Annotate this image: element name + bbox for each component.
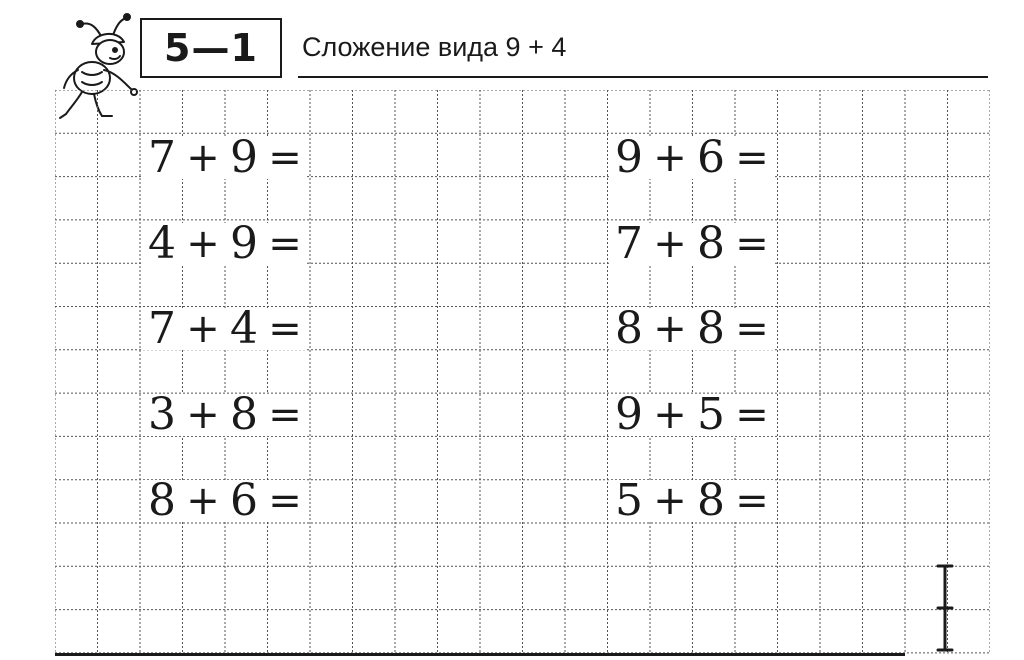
plus-sign: + (653, 306, 687, 352)
operand-a: 4 (148, 218, 176, 269)
title-underline (298, 76, 988, 78)
operand-b: 5 (697, 389, 725, 440)
plus-sign: + (653, 221, 687, 267)
equals-sign: = (268, 392, 302, 438)
equation-left-1 (143, 132, 307, 183)
plus-sign: + (653, 135, 687, 181)
equals-sign: = (268, 306, 302, 352)
plus-sign: + (186, 306, 220, 352)
operand-b: 8 (230, 389, 258, 440)
lesson-number-box (140, 18, 282, 78)
equals-sign: = (735, 221, 769, 267)
operand-a: 8 (615, 303, 643, 354)
operand-b: 8 (697, 475, 725, 526)
operand-b: 8 (697, 218, 725, 269)
equation-left-4 (143, 389, 307, 440)
equals-sign: = (268, 478, 302, 524)
operand-b: 9 (230, 218, 258, 269)
plus-sign: + (653, 392, 687, 438)
bottom-rule (55, 653, 905, 656)
operand-b: 4 (230, 303, 258, 354)
equals-sign: = (268, 135, 302, 181)
operand-a: 7 (615, 218, 643, 269)
equation-right-3 (610, 303, 774, 354)
operand-b: 9 (230, 132, 258, 183)
lesson-number: 5—1 (164, 26, 258, 70)
operand-a: 7 (148, 303, 176, 354)
equation-left-3 (143, 303, 307, 354)
equation-right-1 (610, 132, 774, 183)
operand-a: 3 (148, 389, 176, 440)
lesson-title: Сложение вида 9 + 4 (302, 32, 567, 62)
measure-marker-icon (936, 564, 954, 652)
plus-sign: + (186, 392, 220, 438)
equation-right-2 (610, 218, 774, 269)
operand-a: 8 (148, 475, 176, 526)
operand-a: 9 (615, 132, 643, 183)
equals-sign: = (268, 221, 302, 267)
operand-a: 9 (615, 389, 643, 440)
plus-sign: + (186, 135, 220, 181)
operand-a: 5 (615, 475, 643, 526)
plus-sign: + (653, 478, 687, 524)
equation-right-5 (610, 475, 774, 526)
operand-b: 6 (230, 475, 258, 526)
equation-left-2 (143, 218, 307, 269)
equals-sign: = (735, 135, 769, 181)
operand-b: 6 (697, 132, 725, 183)
operand-a: 7 (148, 132, 176, 183)
plus-sign: + (186, 221, 220, 267)
equals-sign: = (735, 392, 769, 438)
plus-sign: + (186, 478, 220, 524)
equals-sign: = (735, 478, 769, 524)
equals-sign: = (735, 306, 769, 352)
equation-right-4 (610, 389, 774, 440)
operand-b: 8 (697, 303, 725, 354)
equation-left-5 (143, 475, 307, 526)
